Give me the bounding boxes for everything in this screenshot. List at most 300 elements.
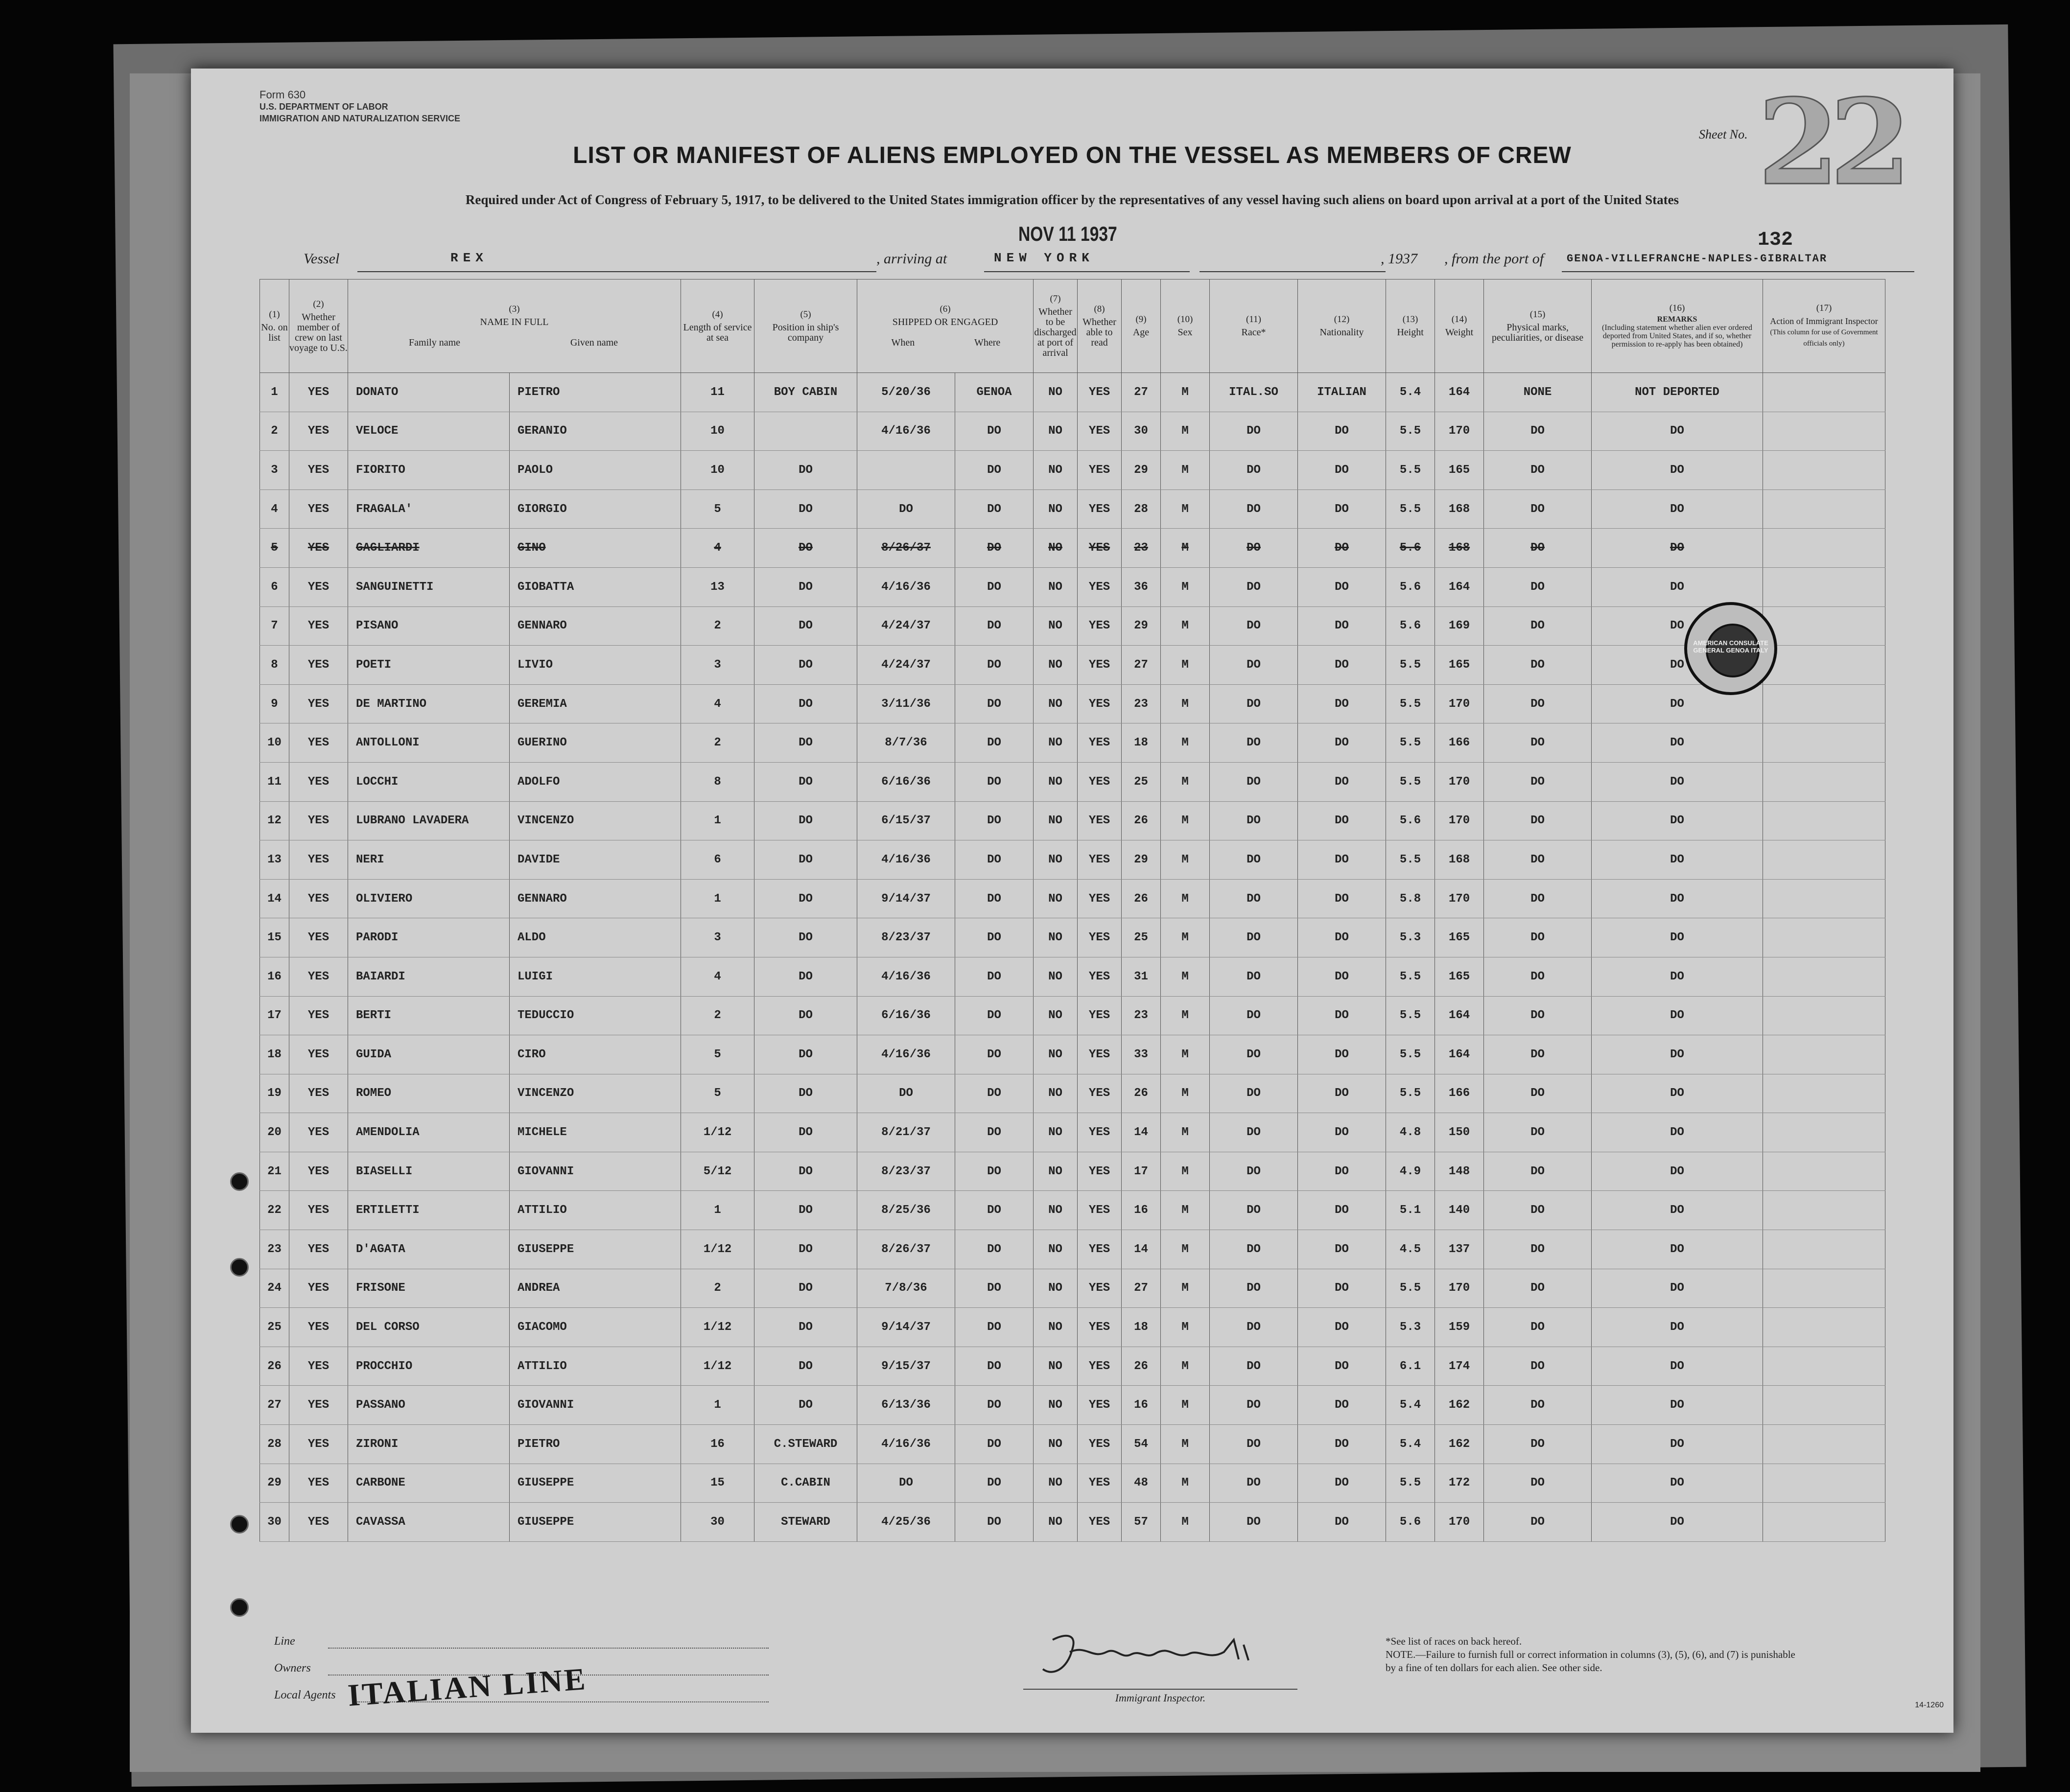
col-header-2: (2) Whether member of crew on last voyage to U.S.: [289, 279, 348, 373]
given-name: GIOVANNI: [510, 1152, 681, 1191]
line-label: Line: [274, 1635, 295, 1648]
inspector-action: [1763, 1464, 1885, 1503]
remarks: NOT DEPORTED: [1592, 373, 1763, 412]
row-number: 2: [260, 412, 289, 451]
physical-marks: DO: [1484, 684, 1592, 723]
physical-marks: DO: [1484, 1503, 1592, 1542]
col-header-16: (16) REMARKS (Including statement whether alien ever ordered deported from United States, and if so, whether permission to re-apply has been obtained): [1592, 279, 1763, 373]
physical-marks: DO: [1484, 646, 1592, 685]
discharged: NO: [1034, 1191, 1078, 1230]
service-length: 1/12: [681, 1308, 754, 1347]
service-length: 1: [681, 1386, 754, 1425]
position: DO: [754, 606, 857, 646]
age: 36: [1122, 567, 1161, 606]
line-underline: [328, 1648, 769, 1649]
binder-hole: [230, 1172, 249, 1191]
service-length: 10: [681, 412, 754, 451]
sex: M: [1161, 606, 1210, 646]
age: 30: [1122, 412, 1161, 451]
height: 5.5: [1386, 646, 1435, 685]
age: 25: [1122, 918, 1161, 957]
sex: M: [1161, 1191, 1210, 1230]
physical-marks: DO: [1484, 1386, 1592, 1425]
family-name: CARBONE: [348, 1464, 510, 1503]
position: DO: [754, 1035, 857, 1074]
able-to-read: YES: [1078, 1191, 1122, 1230]
table-row: [260, 1152, 1885, 1191]
remarks: DO: [1592, 412, 1763, 451]
shipped-where: DO: [955, 1308, 1034, 1347]
weight: 172: [1435, 1464, 1484, 1503]
arriving-port: NEW YORK: [994, 251, 1094, 265]
nationality: DO: [1298, 1386, 1386, 1425]
discharged: NO: [1034, 373, 1078, 412]
family-name: GAGLIARDI: [348, 529, 510, 568]
height: 5.4: [1386, 1425, 1435, 1464]
inspector-action: [1763, 723, 1885, 763]
page-subtitle: Required under Act of Congress of February 5, 1917, to be delivered to the United States immigration officer by the representatives of any vessel having such aliens on board upon arrival at a port of the United States: [465, 192, 1679, 207]
nationality: DO: [1298, 1191, 1386, 1230]
weight: 174: [1435, 1347, 1484, 1386]
nationality: DO: [1298, 489, 1386, 529]
last-voyage: YES: [289, 762, 348, 801]
age: 57: [1122, 1503, 1161, 1542]
remarks: DO: [1592, 840, 1763, 880]
seal-text: AMERICAN CONSULATE GENERAL GENOA ITALY: [1693, 639, 1768, 654]
given-name: GIUSEPPE: [510, 1230, 681, 1269]
weight: 170: [1435, 1503, 1484, 1542]
table-row: [260, 762, 1885, 801]
height: 5.5: [1386, 1035, 1435, 1074]
given-name: GINO: [510, 529, 681, 568]
discharged: NO: [1034, 996, 1078, 1035]
sex: M: [1161, 1269, 1210, 1308]
last-voyage: YES: [289, 606, 348, 646]
discharged: NO: [1034, 879, 1078, 918]
last-voyage: YES: [289, 412, 348, 451]
discharged: NO: [1034, 1074, 1078, 1113]
race: DO: [1210, 918, 1298, 957]
height: 4.9: [1386, 1152, 1435, 1191]
inspector-action: [1763, 1347, 1885, 1386]
last-voyage: YES: [289, 1035, 348, 1074]
last-voyage: YES: [289, 1191, 348, 1230]
shipped-when: 8/7/36: [857, 723, 955, 763]
last-voyage: YES: [289, 957, 348, 996]
given-name: GEREMIA: [510, 684, 681, 723]
inspector-action: [1763, 1152, 1885, 1191]
weight: 170: [1435, 762, 1484, 801]
family-name: LUBRANO LAVADERA: [348, 801, 510, 840]
given-name: GIOBATTA: [510, 567, 681, 606]
page-title: LIST OR MANIFEST OF ALIENS EMPLOYED ON THE VESSEL AS MEMBERS OF CREW: [573, 142, 1572, 168]
family-name: FRAGALA': [348, 489, 510, 529]
col-header-15: (15) Physical marks, peculiarities, or disease: [1484, 279, 1592, 373]
service-length: 30: [681, 1503, 754, 1542]
family-name: PISANO: [348, 606, 510, 646]
table-row: [260, 996, 1885, 1035]
discharged: NO: [1034, 1269, 1078, 1308]
physical-marks: DO: [1484, 529, 1592, 568]
service-length: 16: [681, 1425, 754, 1464]
row-number: 18: [260, 1035, 289, 1074]
able-to-read: YES: [1078, 1230, 1122, 1269]
able-to-read: YES: [1078, 1074, 1122, 1113]
family-name: CAVASSA: [348, 1503, 510, 1542]
sex: M: [1161, 529, 1210, 568]
nationality: DO: [1298, 529, 1386, 568]
physical-marks: DO: [1484, 567, 1592, 606]
row-number: 20: [260, 1113, 289, 1152]
able-to-read: YES: [1078, 762, 1122, 801]
row-number: 7: [260, 606, 289, 646]
given-name: ALDO: [510, 918, 681, 957]
height: 5.5: [1386, 489, 1435, 529]
height: 5.5: [1386, 451, 1435, 490]
family-name: VELOCE: [348, 412, 510, 451]
form-number-block: [259, 89, 460, 124]
sex: M: [1161, 646, 1210, 685]
shipped-where: DO: [955, 567, 1034, 606]
table-row: [260, 1308, 1885, 1347]
shipped-when: 8/26/37: [857, 529, 955, 568]
family-name: POETI: [348, 646, 510, 685]
last-voyage: YES: [289, 684, 348, 723]
table-row: [260, 529, 1885, 568]
table-row: [260, 606, 1885, 646]
family-name: D'AGATA: [348, 1230, 510, 1269]
last-voyage: YES: [289, 1152, 348, 1191]
shipped-where: DO: [955, 1269, 1034, 1308]
weight: 166: [1435, 723, 1484, 763]
service-length: 4: [681, 529, 754, 568]
given-name: GIOVANNI: [510, 1386, 681, 1425]
last-voyage: YES: [289, 1386, 348, 1425]
able-to-read: YES: [1078, 957, 1122, 996]
able-to-read: YES: [1078, 451, 1122, 490]
given-name: DAVIDE: [510, 840, 681, 880]
weight: 168: [1435, 840, 1484, 880]
given-name: TEDUCCIO: [510, 996, 681, 1035]
remarks: DO: [1592, 451, 1763, 490]
inspector-action: [1763, 1503, 1885, 1542]
height: 5.4: [1386, 373, 1435, 412]
able-to-read: YES: [1078, 412, 1122, 451]
position: C.CABIN: [754, 1464, 857, 1503]
discharged: NO: [1034, 1230, 1078, 1269]
sex: M: [1161, 879, 1210, 918]
remarks: DO: [1592, 684, 1763, 723]
shipped-where: DO: [955, 489, 1034, 529]
last-voyage: YES: [289, 801, 348, 840]
row-number: 26: [260, 1347, 289, 1386]
position: DO: [754, 762, 857, 801]
physical-marks: DO: [1484, 996, 1592, 1035]
position: DO: [754, 1191, 857, 1230]
row-number: 19: [260, 1074, 289, 1113]
table-row: [260, 1191, 1885, 1230]
nationality: DO: [1298, 1269, 1386, 1308]
shipped-where: DO: [955, 1152, 1034, 1191]
given-name: ATTILIO: [510, 1191, 681, 1230]
col-header-10: (10) Sex: [1161, 279, 1210, 373]
position: DO: [754, 1152, 857, 1191]
discharged: NO: [1034, 412, 1078, 451]
age: 23: [1122, 996, 1161, 1035]
table-row: [260, 840, 1885, 880]
sex: M: [1161, 1347, 1210, 1386]
discharged: NO: [1034, 1308, 1078, 1347]
weight: 150: [1435, 1113, 1484, 1152]
col-header-7: (7) Whether to be discharged at port of arrival: [1034, 279, 1078, 373]
inspector-action: [1763, 918, 1885, 957]
row-number: 4: [260, 489, 289, 529]
physical-marks: DO: [1484, 1035, 1592, 1074]
physical-marks: DO: [1484, 801, 1592, 840]
binder-hole: [230, 1598, 249, 1617]
able-to-read: YES: [1078, 918, 1122, 957]
weight: 170: [1435, 801, 1484, 840]
weight: 140: [1435, 1191, 1484, 1230]
height: 5.3: [1386, 1308, 1435, 1347]
discharged: NO: [1034, 957, 1078, 996]
weight: 169: [1435, 606, 1484, 646]
sex: M: [1161, 1074, 1210, 1113]
inspector-action: [1763, 1425, 1885, 1464]
age: 25: [1122, 762, 1161, 801]
nationality: DO: [1298, 1464, 1386, 1503]
race: DO: [1210, 1191, 1298, 1230]
table-row: [260, 1386, 1885, 1425]
table-row: [260, 451, 1885, 490]
age: 27: [1122, 1269, 1161, 1308]
given-name: GIORGIO: [510, 489, 681, 529]
remarks: DO: [1592, 1113, 1763, 1152]
height: 6.1: [1386, 1347, 1435, 1386]
discharged: NO: [1034, 451, 1078, 490]
col-header-8: (8) Whether able to read: [1078, 279, 1122, 373]
sex: M: [1161, 801, 1210, 840]
race: DO: [1210, 646, 1298, 685]
height: 5.6: [1386, 801, 1435, 840]
table-row: [260, 1113, 1885, 1152]
inspector-action: [1763, 1191, 1885, 1230]
from-port: GENOA-VILLEFRANCHE-NAPLES-GIBRALTAR: [1567, 253, 1828, 265]
given-name: GENNARO: [510, 606, 681, 646]
able-to-read: YES: [1078, 879, 1122, 918]
physical-marks: DO: [1484, 879, 1592, 918]
service-length: 6: [681, 840, 754, 880]
last-voyage: YES: [289, 879, 348, 918]
shipped-where: DO: [955, 1074, 1034, 1113]
weight: 170: [1435, 1269, 1484, 1308]
service-length: 11: [681, 373, 754, 412]
last-voyage: YES: [289, 1464, 348, 1503]
race: DO: [1210, 1074, 1298, 1113]
table-row: [260, 957, 1885, 996]
given-name: ADOLFO: [510, 762, 681, 801]
race: DO: [1210, 1152, 1298, 1191]
shipped-when: [857, 451, 955, 490]
department: U.S. DEPARTMENT OF LABOR: [259, 102, 388, 112]
row-number: 23: [260, 1230, 289, 1269]
service-length: 1: [681, 801, 754, 840]
shipped-where: GENOA: [955, 373, 1034, 412]
weight: 164: [1435, 567, 1484, 606]
sex: M: [1161, 1035, 1210, 1074]
age: 17: [1122, 1152, 1161, 1191]
able-to-read: YES: [1078, 1464, 1122, 1503]
weight: 164: [1435, 996, 1484, 1035]
last-voyage: YES: [289, 646, 348, 685]
position: DO: [754, 529, 857, 568]
weight: 170: [1435, 684, 1484, 723]
position: DO: [754, 1074, 857, 1113]
col-header-4: (4) Length of service at sea: [681, 279, 754, 373]
last-voyage: YES: [289, 723, 348, 763]
shipped-where: DO: [955, 879, 1034, 918]
inspector-action: [1763, 451, 1885, 490]
sex: M: [1161, 762, 1210, 801]
able-to-read: YES: [1078, 840, 1122, 880]
row-number: 16: [260, 957, 289, 996]
position: [754, 412, 857, 451]
shipped-when: 4/16/36: [857, 840, 955, 880]
race: DO: [1210, 489, 1298, 529]
position: BOY CABIN: [754, 373, 857, 412]
height: 4.5: [1386, 1230, 1435, 1269]
physical-marks: DO: [1484, 1308, 1592, 1347]
family-name: ZIRONI: [348, 1425, 510, 1464]
service-length: 5: [681, 489, 754, 529]
race: DO: [1210, 567, 1298, 606]
col-header-17: (17) Action of Immigrant Inspector (This column for use of Government officials only): [1763, 279, 1885, 373]
shipped-when: 4/24/37: [857, 606, 955, 646]
position: DO: [754, 801, 857, 840]
sex: M: [1161, 373, 1210, 412]
height: 5.5: [1386, 840, 1435, 880]
header-row: [260, 279, 1885, 373]
family-name: NERI: [348, 840, 510, 880]
family-name: PARODI: [348, 918, 510, 957]
nationality: DO: [1298, 1074, 1386, 1113]
shipped-where: DO: [955, 412, 1034, 451]
remarks: DO: [1592, 957, 1763, 996]
height: 5.8: [1386, 879, 1435, 918]
height: 5.5: [1386, 1269, 1435, 1308]
row-number: 14: [260, 879, 289, 918]
remarks: DO: [1592, 1386, 1763, 1425]
height: 5.4: [1386, 1386, 1435, 1425]
weight: 162: [1435, 1386, 1484, 1425]
inspector-action: [1763, 1074, 1885, 1113]
col-header-3: (3) NAME IN FULL Family name Given name: [348, 279, 681, 373]
table-row: [260, 1035, 1885, 1074]
family-name: BIASELLI: [348, 1152, 510, 1191]
given-name: ANDREA: [510, 1269, 681, 1308]
shipped-where: DO: [955, 1113, 1034, 1152]
row-number: 21: [260, 1152, 289, 1191]
remarks: DO: [1592, 646, 1763, 685]
shipped-where: DO: [955, 1503, 1034, 1542]
sex: M: [1161, 840, 1210, 880]
able-to-read: YES: [1078, 1152, 1122, 1191]
height: 5.5: [1386, 1074, 1435, 1113]
shipped-where: DO: [955, 451, 1034, 490]
sex: M: [1161, 567, 1210, 606]
row-number: 8: [260, 646, 289, 685]
race: DO: [1210, 840, 1298, 880]
age: 33: [1122, 1035, 1161, 1074]
table-row: [260, 567, 1885, 606]
remarks: DO: [1592, 1152, 1763, 1191]
crew-manifest-table: [259, 279, 1885, 1542]
able-to-read: YES: [1078, 373, 1122, 412]
service-length: 3: [681, 646, 754, 685]
sex: M: [1161, 1152, 1210, 1191]
race: DO: [1210, 723, 1298, 763]
family-name: DEL CORSO: [348, 1308, 510, 1347]
height: 4.8: [1386, 1113, 1435, 1152]
family-name: ANTOLLONI: [348, 723, 510, 763]
table-row: [260, 1347, 1885, 1386]
height: 5.5: [1386, 996, 1435, 1035]
discharged: NO: [1034, 1113, 1078, 1152]
shipped-when: 6/15/37: [857, 801, 955, 840]
shipped-where: DO: [955, 1347, 1034, 1386]
last-voyage: YES: [289, 529, 348, 568]
table-row: [260, 801, 1885, 840]
able-to-read: YES: [1078, 1308, 1122, 1347]
height: 5.6: [1386, 567, 1435, 606]
physical-marks: DO: [1484, 1191, 1592, 1230]
discharged: NO: [1034, 801, 1078, 840]
physical-marks: DO: [1484, 1425, 1592, 1464]
remarks: DO: [1592, 606, 1763, 646]
able-to-read: YES: [1078, 1425, 1122, 1464]
discharged: NO: [1034, 1152, 1078, 1191]
sex: M: [1161, 412, 1210, 451]
shipped-where: DO: [955, 1230, 1034, 1269]
age: 27: [1122, 373, 1161, 412]
sex: M: [1161, 489, 1210, 529]
race: DO: [1210, 1464, 1298, 1503]
col-header-6: (6) SHIPPED OR ENGAGED When Where: [857, 279, 1034, 373]
binder-hole: [230, 1258, 249, 1277]
able-to-read: YES: [1078, 1386, 1122, 1425]
age: 18: [1122, 1308, 1161, 1347]
able-to-read: YES: [1078, 996, 1122, 1035]
family-name: PROCCHIO: [348, 1347, 510, 1386]
position: DO: [754, 489, 857, 529]
owners-label: Owners: [274, 1662, 311, 1675]
physical-marks: DO: [1484, 1464, 1592, 1503]
footer-notes: [1386, 1635, 1807, 1675]
position: DO: [754, 684, 857, 723]
service-length: 2: [681, 723, 754, 763]
given-name: LIVIO: [510, 646, 681, 685]
age: 16: [1122, 1191, 1161, 1230]
race: DO: [1210, 412, 1298, 451]
physical-marks: DO: [1484, 489, 1592, 529]
sex: M: [1161, 451, 1210, 490]
discharged: NO: [1034, 723, 1078, 763]
able-to-read: YES: [1078, 723, 1122, 763]
physical-marks: NONE: [1484, 373, 1592, 412]
family-name: FIORITO: [348, 451, 510, 490]
table-row: [260, 1503, 1885, 1542]
shipped-when: DO: [857, 489, 955, 529]
